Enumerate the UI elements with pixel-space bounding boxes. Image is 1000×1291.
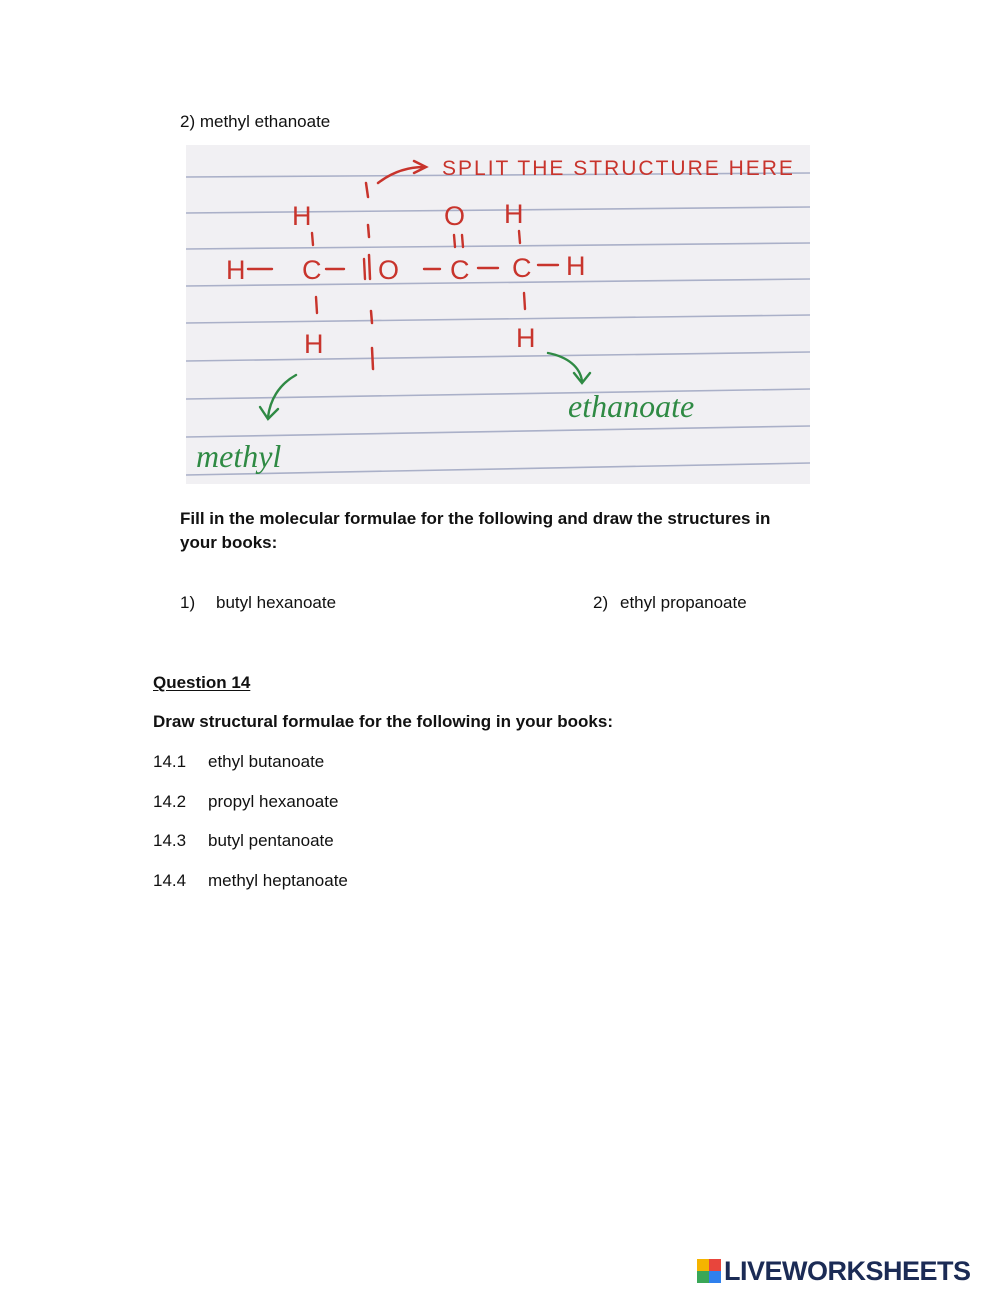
atom-o-top: O	[444, 201, 466, 231]
structure-photo	[186, 145, 810, 484]
question-item-name: methyl heptanoate	[208, 871, 348, 890]
example-heading: 2) methyl ethanoate	[180, 112, 331, 131]
atom-h-left: H	[226, 255, 246, 285]
liveworksheets-logo-icon	[697, 1259, 721, 1283]
logo-square-icon	[709, 1259, 721, 1271]
atom-h-top-right: H	[504, 199, 524, 229]
task-instruction: Fill in the molecular formulae for the following and draw the structures in	[180, 509, 771, 528]
atom-c1: C	[302, 255, 322, 285]
task-instruction-line2: your books:	[180, 533, 278, 552]
atom-h-top-left: H	[292, 201, 312, 231]
atom-h-bottom-left: H	[304, 329, 324, 359]
task-item-name: ethyl propanoate	[620, 593, 747, 612]
label-methyl: methyl	[196, 438, 282, 474]
logo-square-icon	[709, 1271, 721, 1283]
question-item-num: 14.1	[153, 752, 187, 771]
question-title: Question 14	[153, 673, 251, 692]
label-ethanoate: ethanoate	[568, 388, 695, 424]
task-item-num: 2)	[593, 593, 609, 612]
question-item-name: butyl pentanoate	[208, 831, 334, 850]
question-item-name: propyl hexanoate	[208, 792, 339, 811]
atom-c2: C	[450, 255, 470, 285]
atom-h-right: H	[566, 251, 586, 281]
liveworksheets-logo	[697, 1257, 971, 1285]
logo-text: LIVEWORKSHEETS	[724, 1256, 971, 1286]
question-item-num: 14.4	[153, 871, 187, 890]
task-item-name: butyl hexanoate	[216, 593, 337, 612]
split-annotation: SPLIT THE STRUCTURE HERE	[442, 157, 795, 180]
question-item-num: 14.3	[153, 831, 187, 850]
atom-c3: C	[512, 253, 532, 283]
logo-square-icon	[697, 1271, 709, 1283]
question-item-name: ethyl butanoate	[208, 752, 325, 771]
atom-h-bottom-right: H	[516, 323, 536, 353]
logo-square-icon	[697, 1259, 709, 1271]
question-instruction: Draw structural formulae for the following in your books:	[153, 712, 613, 731]
paper-background	[186, 145, 810, 484]
task-item-num: 1)	[180, 593, 196, 612]
question-item-num: 14.2	[153, 792, 187, 811]
atom-o-mid: O	[378, 255, 400, 285]
